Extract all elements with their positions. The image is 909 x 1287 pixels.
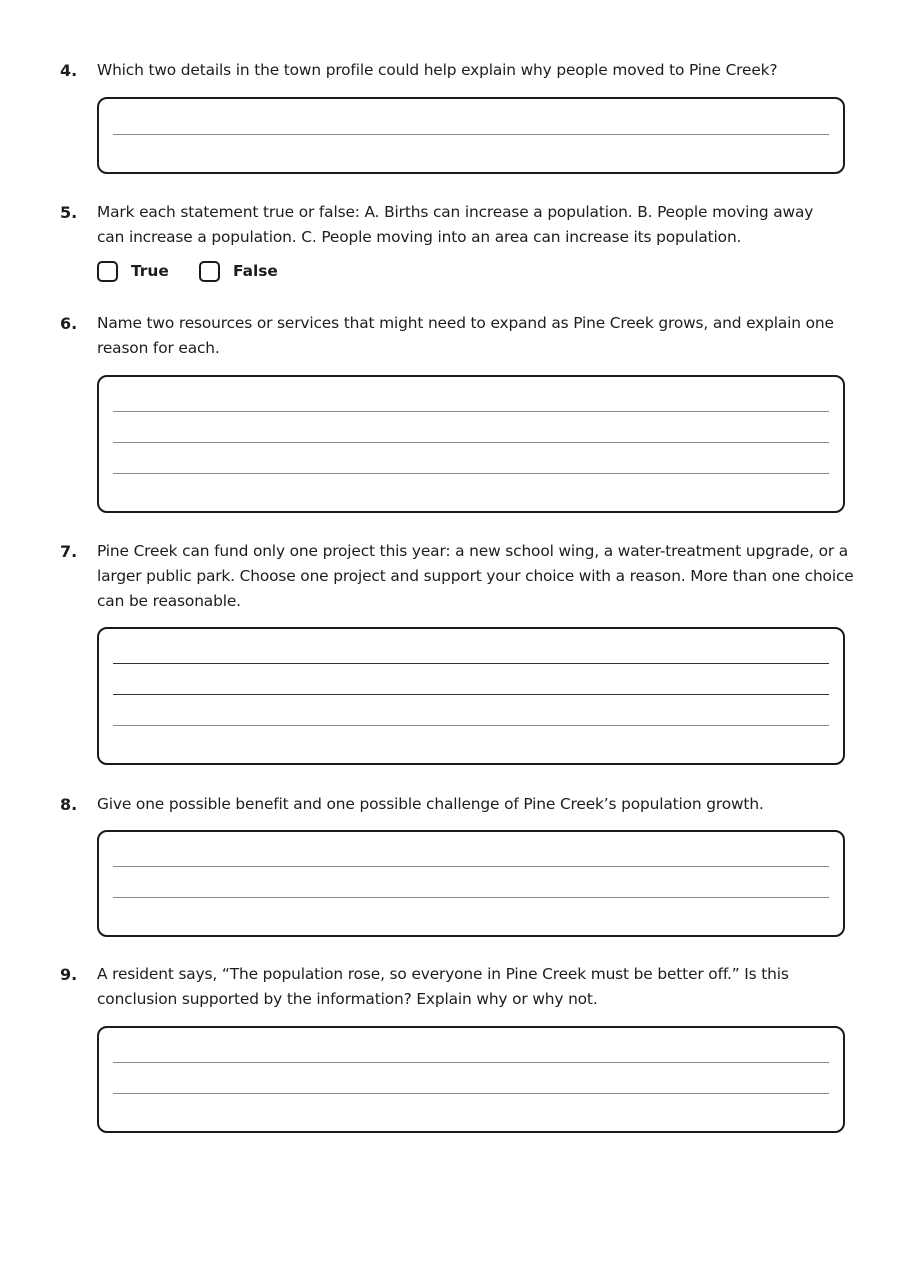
answer-line — [113, 663, 829, 664]
answer-box-4[interactable] — [97, 97, 845, 174]
answer-box-8[interactable] — [97, 830, 845, 937]
question-text: A resident says, “The population rose, so everyone in Pine Creek must be better off.” Is this conclusion supported by the information? Explain why or why not. — [97, 965, 789, 1008]
question-text: Pine Creek can fund only one project this year: a new school wing, a water-treatment upgrade, or a larger public park. Choose one project and support your choice with a reason. More than one choice can be reasonable. — [97, 542, 854, 610]
answer-line — [113, 694, 829, 695]
answer-line — [113, 866, 829, 867]
true-label: True — [131, 262, 169, 280]
answer-line — [113, 897, 829, 898]
question-text: Name two resources or services that might need to expand as Pine Creek grows, and explain one reason for each. — [97, 314, 834, 357]
question-text: Mark each statement true or false: A. Births can increase a population. B. People moving away can increase a population. C. People moving into an area can increase its population. — [97, 203, 814, 246]
answer-box-7[interactable] — [97, 627, 845, 765]
answer-line — [113, 1093, 829, 1094]
question-number: 5. — [60, 203, 78, 222]
answer-line — [113, 442, 829, 443]
answer-line — [113, 473, 829, 474]
question-number: 7. — [60, 542, 78, 561]
question-text: Give one possible benefit and one possible challenge of Pine Creek’s population growth. — [97, 795, 764, 813]
question-number: 8. — [60, 795, 78, 814]
question-text: Which two details in the town profile could help explain why people moved to Pine Creek? — [97, 61, 778, 79]
answer-line — [113, 134, 829, 135]
answer-line — [113, 411, 829, 412]
false-checkbox[interactable] — [199, 261, 220, 282]
question-number: 9. — [60, 965, 78, 984]
question-number: 6. — [60, 314, 78, 333]
answer-box-6[interactable] — [97, 375, 845, 513]
question-number: 4. — [60, 61, 78, 80]
answer-line — [113, 725, 829, 726]
false-label: False — [233, 262, 278, 280]
answer-line — [113, 1062, 829, 1063]
answer-box-9[interactable] — [97, 1026, 845, 1133]
true-checkbox[interactable] — [97, 261, 118, 282]
